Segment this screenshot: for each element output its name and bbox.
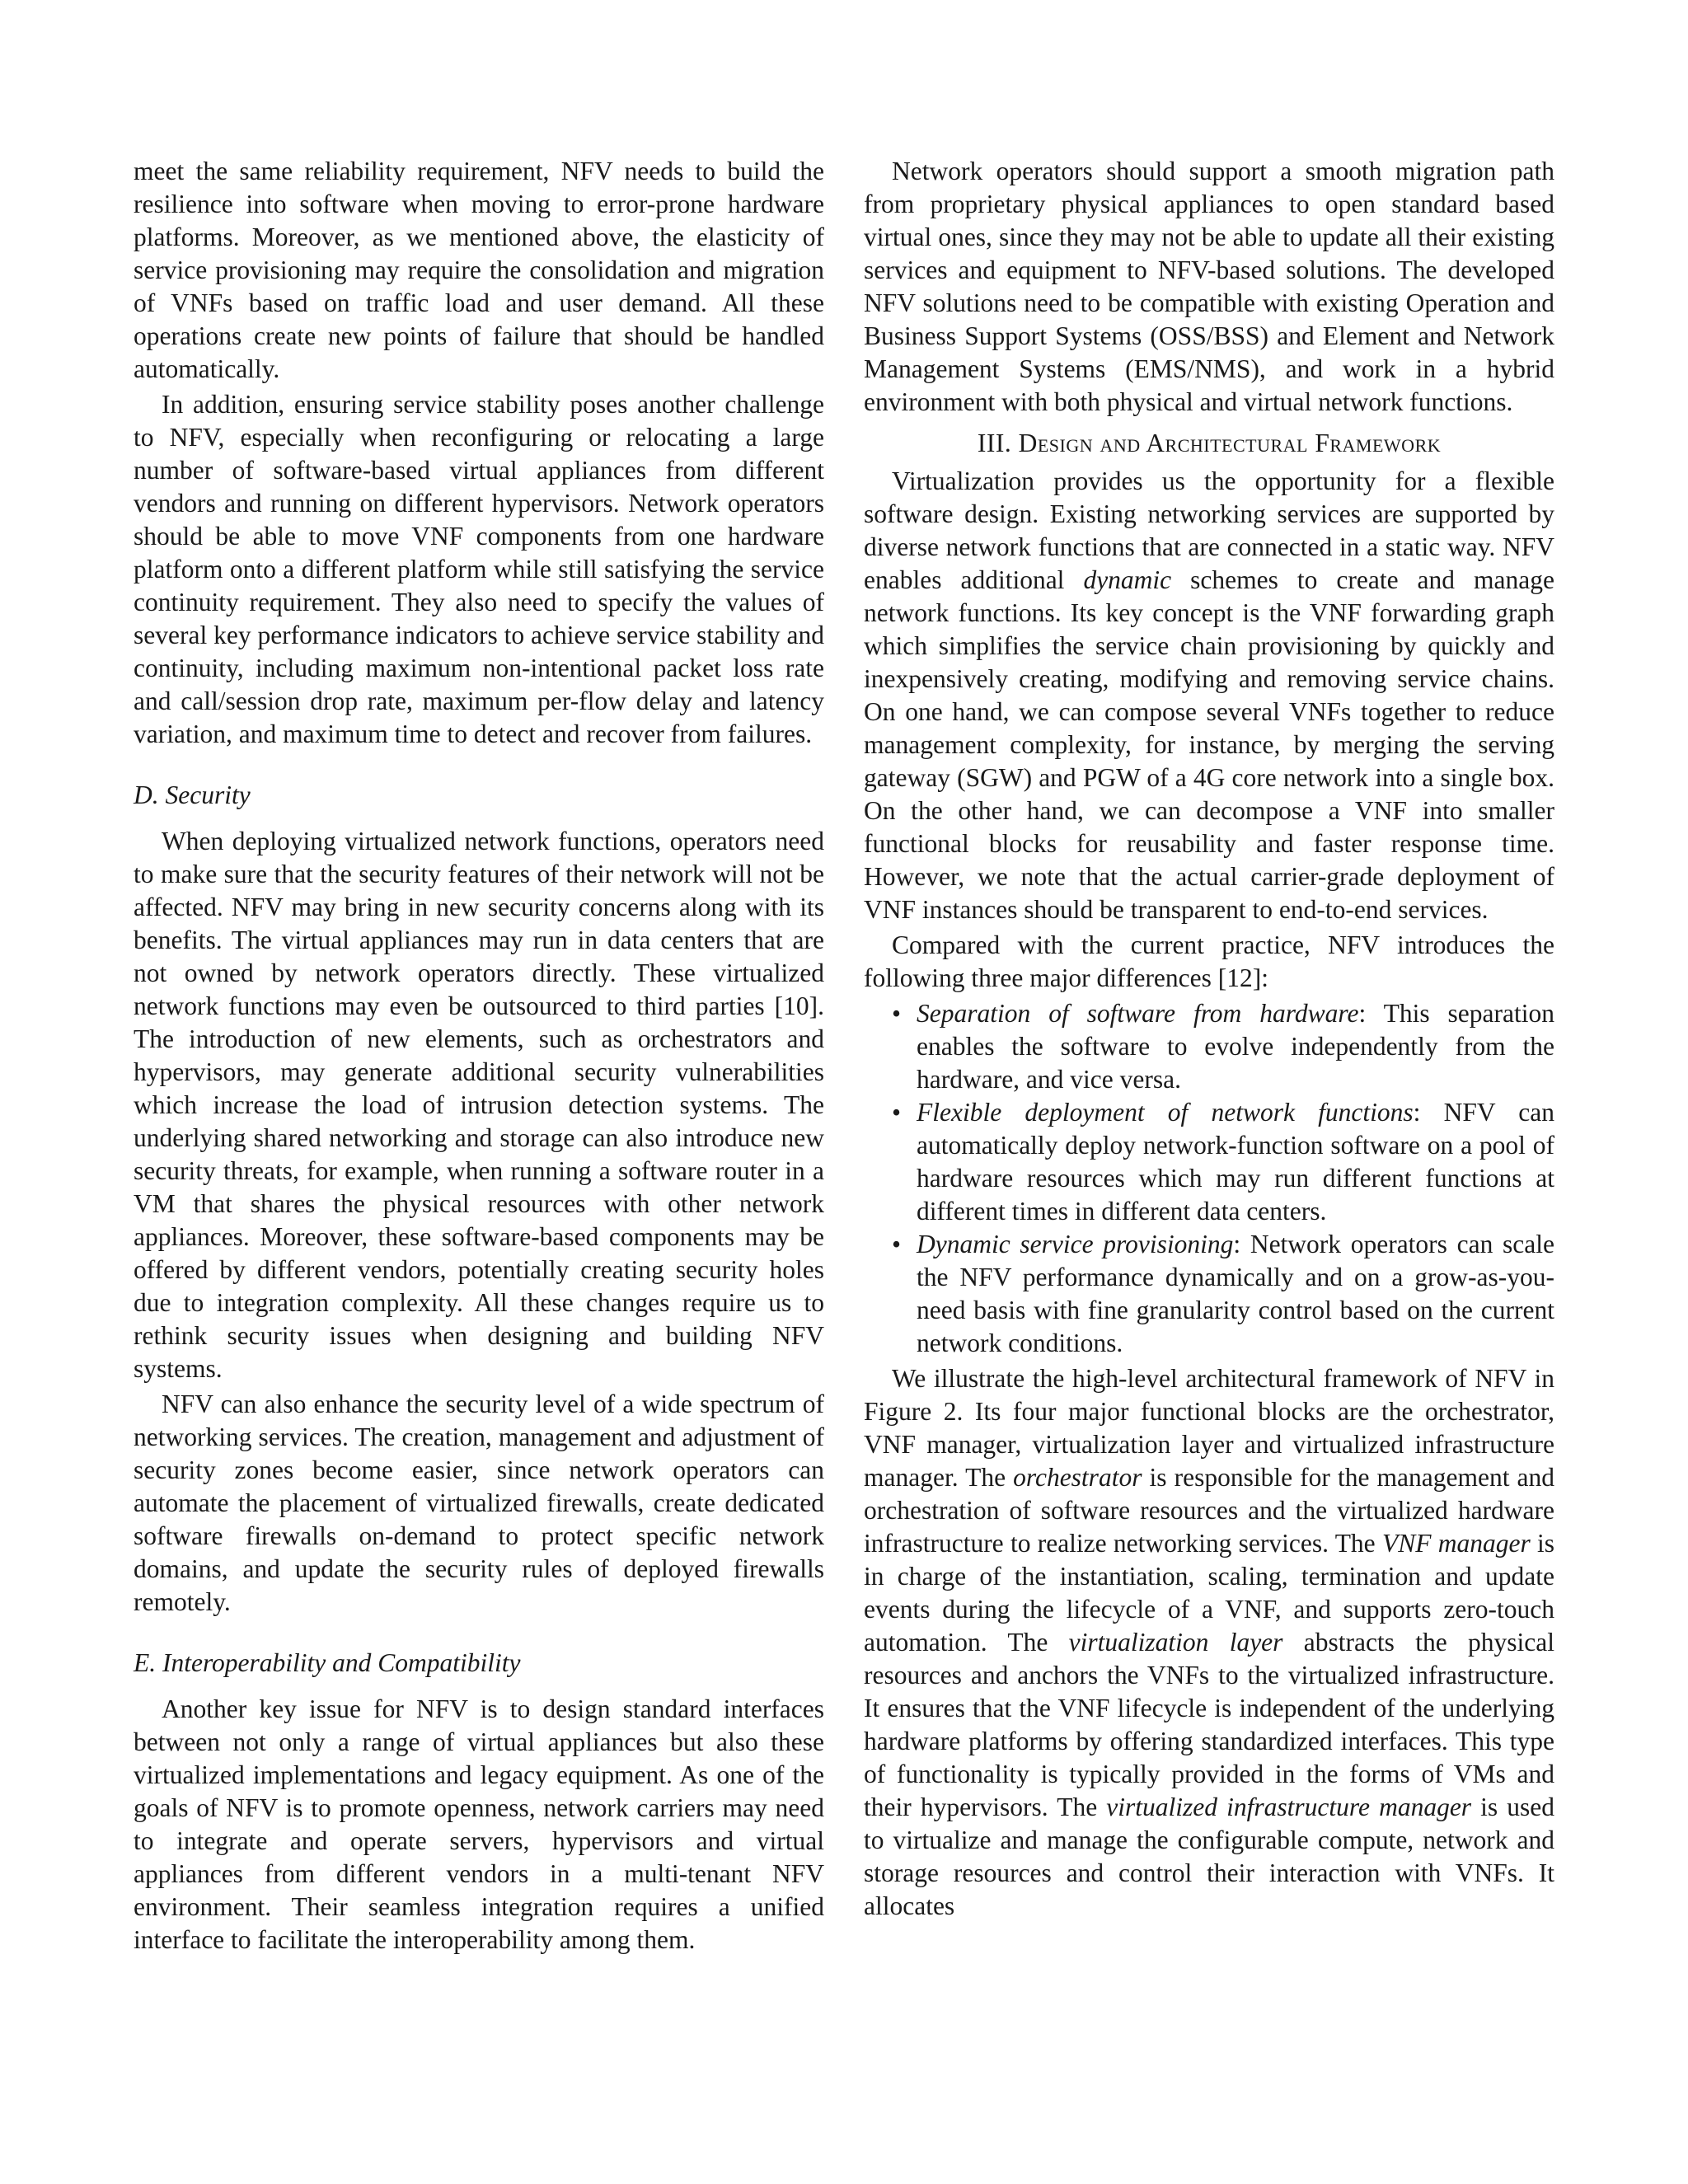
differences-list [864,997,1554,1360]
text-run: We illustrate the high-level architectural framework of NFV in Figure 2. Its four major functional blocks are the orchestrator, VNF manager, virtualization layer and virtualized infrastructure manager. The [864,1364,1554,1492]
paragraph-security-concerns: When deploying virtualized network functions, operators need to make sure that the security features of their network will not be affected. NFV may bring in new security concerns along with its benefits. The virtual appliances may run in data centers that are not owned by network operators directly. These virtualized network functions may even be outsourced to third parties [10]. The introduction of new elements, such as orchestrators and hypervisors, may generate additional security vulnerabilities which increase the load of intrusion detection systems. The underlying shared networking and storage can also introduce new security threats, for example, when running a software router in a VM that shares the physical resources with other network appliances. Moreover, these software-based components may be offered by different vendors, potentially creating security holes due to integration complexity. All these changes require us to rethink security issues when designing and building NFV systems. [134,827,824,1383]
list-item-term: Separation of software from hardware [917,999,1359,1028]
text-run: Virtualization provides us the opportunity for a flexible software design. Existing networking services are supported by diverse network functions that are connected in a static way. NFV enables additional [864,466,1554,594]
section-heading-design [864,427,1554,460]
list-item [864,1228,1554,1360]
list-item [864,997,1554,1096]
text-run: is used to virtualize and manage the configurable compute, network and storage resources and control their interaction with VNFs. It allocates [864,1793,1555,1920]
heading-interoperability: E. Interoperability and Compatibility [134,1648,521,1677]
list-item-text: : Network operators can scale the NFV performance dynamically and on a grow-as-you-need basis with fine granularity control based on the current network conditions. [917,1230,1554,1357]
bullet-icon: • [892,1230,902,1258]
paragraph-migration-path: Network operators should support a smooth migration path from proprietary physical appliances to open standard based virtual ones, since they may not be able to update all their existing services and equipment to NFV-based solutions. The developed NFV solutions need to be compatible with existing Operation and Business Support Systems (OSS/BSS) and Element and Network Management Systems (EMS/NMS), and work in a hybrid environment with both physical and virtual network functions. [864,157,1554,416]
paragraph-architectural-framework [864,1362,1554,1923]
text-run: schemes to create and manage network functions. Its key concept is the VNF forwarding graph which simplifies the service chain provisioning by quickly and inexpensively creating, modifying and removing service chains. On one hand, we can compose several VNFs together to reduce management complexity, for instance, by merging the serving gateway (SGW) and PGW of a 4G core network into a single box. On the other hand, we can decompose a VNF into smaller functional blocks for reusability and faster response time. However, we note that the actual carrier-grade deployment of VNF instances should be transparent to end-to-end services. [864,565,1554,924]
bullet-icon: • [892,1098,902,1127]
paragraph-interoperability: Another key issue for NFV is to design standard interfaces between not only a range of virtual appliances but also these virtualized implementations and legacy equipment. As one of the goals of NFV is to promote openness, network carriers may need to integrate and operate servers, hypervisors and virtual appliances from different vendors in a multi-tenant NFV environment. Their seamless integration requires a unified interface to facilitate the interoperability among them. [134,1694,824,1954]
paragraph-reliability-continued: meet the same reliability requirement, NFV needs to build the resilience into software when moving to error-prone hardware platforms. Moreover, as we mentioned above, the elasticity of service provisioning may require the consolidation and migration of VNFs based on traffic load and user demand. All these operations create new points of failure that should be handled automatically. [134,157,824,383]
text-run: is responsible for the management and orchestration of software resources and the virtualized hardware infrastructure to realize networking services. The [864,1463,1554,1558]
text-run: abstracts the physical resources and anchors the VNFs to the virtualized infrastructure. It ensures that the VNF lifecycle is independent of the underlying hardware platforms by offering standardized interfaces. This type of functionality is typically provided in the forms of VMs and their hypervisors. The [864,1628,1555,1821]
list-item-term: Dynamic service provisioning [917,1230,1234,1258]
left-column [134,155,824,1959]
section-title: Design and Architectural Framework [1018,429,1442,457]
paragraph-security-enhancement: NFV can also enhance the security level of a wide spectrum of networking services. The creation, management and adjustment of security zones become easier, since network operators can automate the placement of virtualized firewalls, create dedicated software firewalls on-demand to protect specific network domains, and update the security rules of deployed firewalls remotely. [134,1390,824,1616]
paragraph-service-stability: In addition, ensuring service stability poses another challenge to NFV, especially when reconfiguring or relocating a large number of software-based virtual appliances from different vendors and running on different hypervisors. Network operators should be able to move VNF components from one hardware platform onto a different platform while still satisfying the service continuity requirement. They also need to specify the values of several key performance indicators to achieve service stability and continuity, including maximum non-intentional packet loss rate and call/session drop rate, maximum per-flow delay and latency variation, and maximum time to detect and recover from failures. [134,390,824,748]
heading-security: D. Security [134,780,251,809]
list-item-text: : This separation enables the software to evolve independently from the hardware, and vice versa. [917,999,1554,1094]
bullet-icon: • [892,999,902,1028]
emphasis-vnf-manager: VNF manager [1381,1529,1531,1558]
paragraph-major-differences: Compared with the current practice, NFV introduces the following three major differences [12]: [864,930,1554,992]
list-item-term: Flexible deployment of network functions [917,1098,1414,1127]
text-run: is in charge of the instantiation, scaling, termination and update events during the lifecycle of a VNF, and supports zero-touch automation. The [864,1529,1555,1657]
emphasis-orchestrator: orchestrator [1013,1463,1142,1492]
list-item [864,1096,1554,1228]
emphasis-vim: virtualized infrastructure manager [1106,1793,1472,1821]
right-column [864,155,1554,1925]
list-item-text: : NFV can automatically deploy network-function software on a pool of hardware resources which may run different functions at different times in different data centers. [917,1098,1554,1226]
section-number: III. [977,429,1012,457]
paragraph-virtualization-design [864,465,1554,926]
emphasis-dynamic: dynamic [1083,565,1172,594]
emphasis-virtualization-layer: virtualization layer [1068,1628,1283,1657]
